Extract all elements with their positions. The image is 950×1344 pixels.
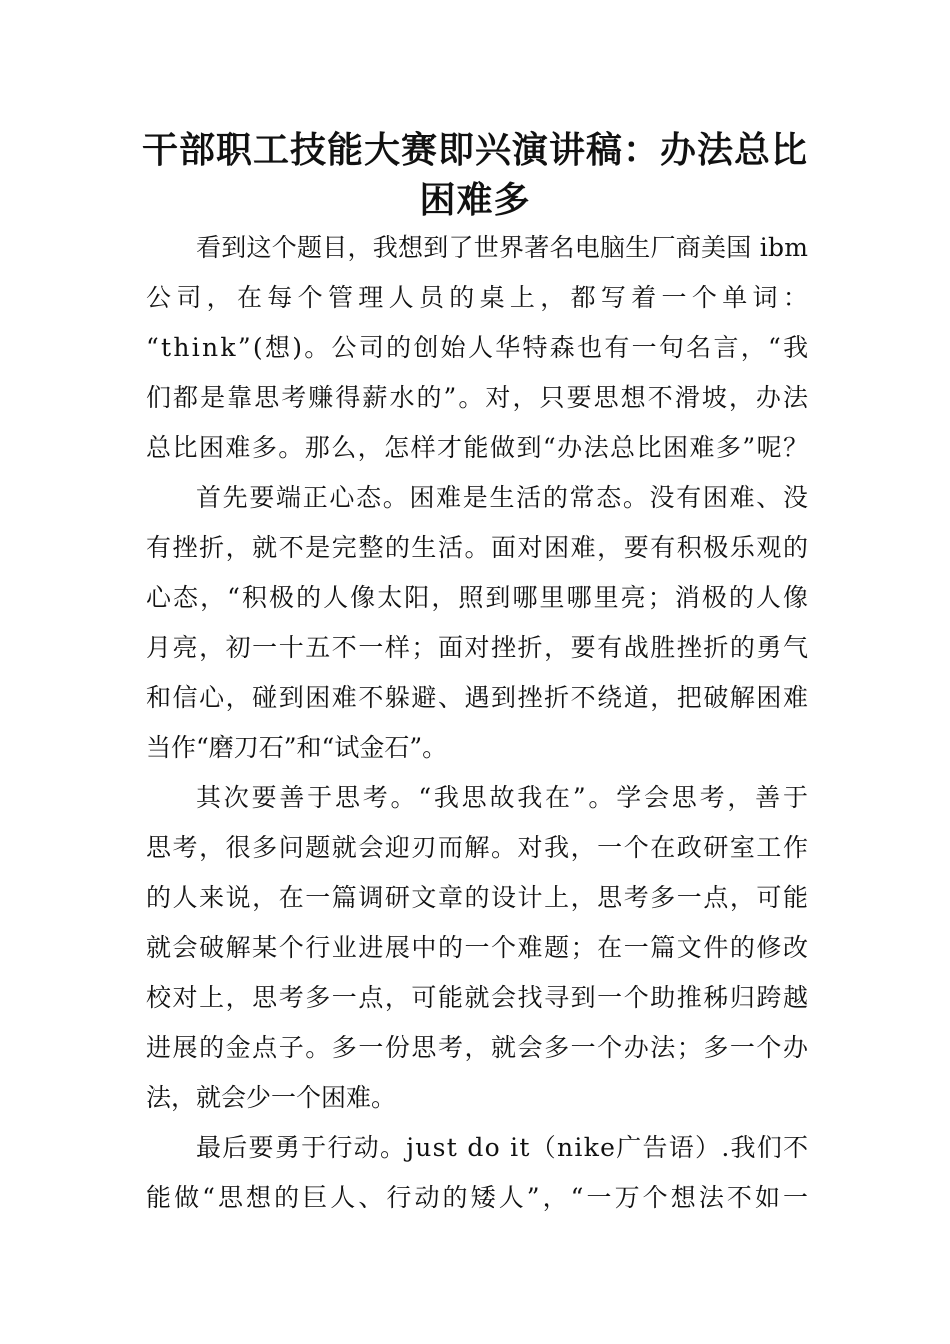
text-line: 思考，很多问题就会迎刃而解。对我，一个在政研室工作 [146, 833, 810, 862]
document-title-line-1: 干部职工技能大赛即兴演讲稿：办法总比 [141, 130, 808, 171]
text-line: 公 司 ， 在 每 个 管 理 人 员 的 桌 上 ， 都 写 着 一 个 单 词 ： [146, 283, 807, 312]
text-line: 总比困难多。那么，怎样才能做到“办法总比困难多”呢？ [146, 433, 810, 462]
text-line: 能做“思想的巨人、行动的矮人”，“一万个想法不如一 [146, 1183, 812, 1212]
text-line: 们都是靠思考赚得薪水的”。对，只要思想不滑坡，办法 [146, 383, 811, 412]
text-line: 有挫折，就不是完整的生活。面对困难，要有积极乐观的 [146, 533, 810, 562]
document-title-line-2: 困难多 [419, 180, 531, 221]
text-line: “think”(想)。公司的创始人华特森也有一句名言，“我 [146, 333, 811, 362]
text-line: 其次要善于思考。“我思故我在”。学会思考，善于 [196, 783, 811, 812]
text-line: 的人来说，在一篇调研文章的设计上，思考多一点，可能 [146, 883, 810, 912]
text-line: 法，就会少一个困难。 [146, 1083, 397, 1112]
text-line: 心态，“积极的人像太阳，照到哪里哪里亮；消极的人像 [146, 583, 811, 612]
text-line: 进展的金点子。多一份思考，就会多一个办法；多一个办 [146, 1033, 810, 1062]
text-line: 校对上，思考多一点，可能就会找寻到一个助推秭归跨越 [146, 983, 810, 1012]
text-line: 首先要端正心态。困难是生活的常态。没有困难、没 [196, 483, 810, 512]
document-body [146, 223, 812, 1273]
text-line: 当作“磨刀石”和“试金石”。 [146, 733, 448, 762]
text-line: 看到这个题目，我想到了世界著名电脑生厂商美国 ibm [196, 233, 809, 262]
text-line: 月亮，初一十五不一样；面对挫折，要有战胜挫折的勇气 [146, 633, 810, 662]
text-line: 就会破解某个行业进展中的一个难题；在一篇文件的修改 [146, 933, 810, 962]
text-line: 和信心，碰到困难不躲避、遇到挫折不绕道，把破解困难 [146, 683, 810, 712]
text-line: 最后要勇于行动。just do it（nike广告语）.我们不 [196, 1133, 810, 1162]
